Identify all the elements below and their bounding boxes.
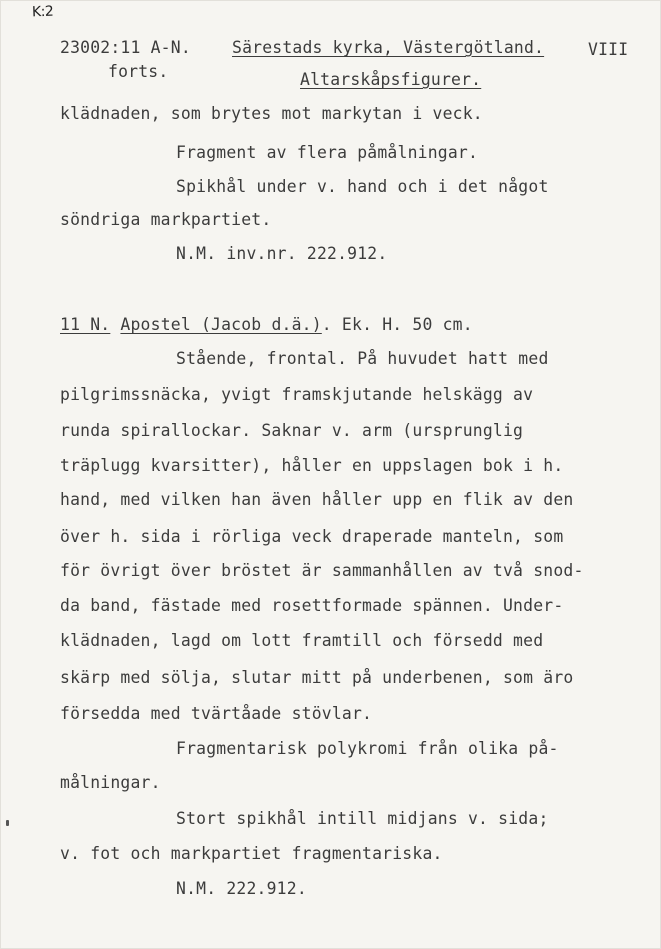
text-line: pilgrimssnäcka, yvigt framskjutande helskägg av xyxy=(60,385,534,404)
text-line: Stort spikhål intill midjans v. sida; xyxy=(176,809,549,828)
text-line: v. fot och markpartiet fragmentariska. xyxy=(60,844,443,863)
text-line: da band, fästade med rosettformade spännen. Under- xyxy=(60,596,564,615)
text-line: Stående, frontal. På huvudet hatt med xyxy=(176,349,549,368)
text-line: över h. sida i rörliga veck draperade manteln, som xyxy=(60,527,564,546)
entry-title: Apostel (Jacob d.ä.) xyxy=(120,315,322,334)
header-forts: forts. xyxy=(108,62,169,81)
text-line: skärp med sölja, slutar mitt på underbenen, som äro xyxy=(60,668,574,687)
header-location: Särestads kyrka, Västergötland. xyxy=(232,38,545,57)
text-line: försedda med tvärtåade stövlar. xyxy=(60,704,373,723)
inventory-number: N.M. 222.912. xyxy=(176,879,307,898)
entry-spacer xyxy=(110,315,120,334)
entry-number: 11 N. xyxy=(60,315,111,334)
inventory-number: N.M. inv.nr. 222.912. xyxy=(176,244,388,263)
text-line: runda spirallockar. Saknar v. arm (ursprunglig xyxy=(60,421,524,440)
text-line: klädnaden, lagd om lott framtill och försedd med xyxy=(60,631,544,650)
text-line: klädnaden, som brytes mot markytan i veck. xyxy=(60,104,483,123)
entry-dimensions: . Ek. H. 50 cm. xyxy=(321,315,473,334)
text-line: Fragmentarisk polykromi från olika på- xyxy=(176,739,559,758)
text-line: Fragment av flera påmålningar. xyxy=(176,143,479,162)
margin-note: K:2 xyxy=(31,3,54,21)
header-subject: Altarskåpsfigurer. xyxy=(300,70,482,89)
text-line: träplugg kvarsitter), håller en uppslagen bok i h. xyxy=(60,456,564,475)
text-line: hand, med vilken han även håller upp en flik av den xyxy=(60,490,574,509)
text-line: Spikhål under v. hand och i det något xyxy=(176,177,549,196)
text-line: målningar. xyxy=(60,773,161,792)
entry-heading xyxy=(60,315,473,334)
text-line: söndriga markpartiet. xyxy=(60,210,272,229)
header-roman: VIII xyxy=(588,40,629,59)
punch-mark xyxy=(6,820,9,826)
header-ref: 23002:11 A-N. xyxy=(60,38,191,57)
text-line: för övrigt över bröstet är sammanhållen av två snod- xyxy=(60,561,584,580)
